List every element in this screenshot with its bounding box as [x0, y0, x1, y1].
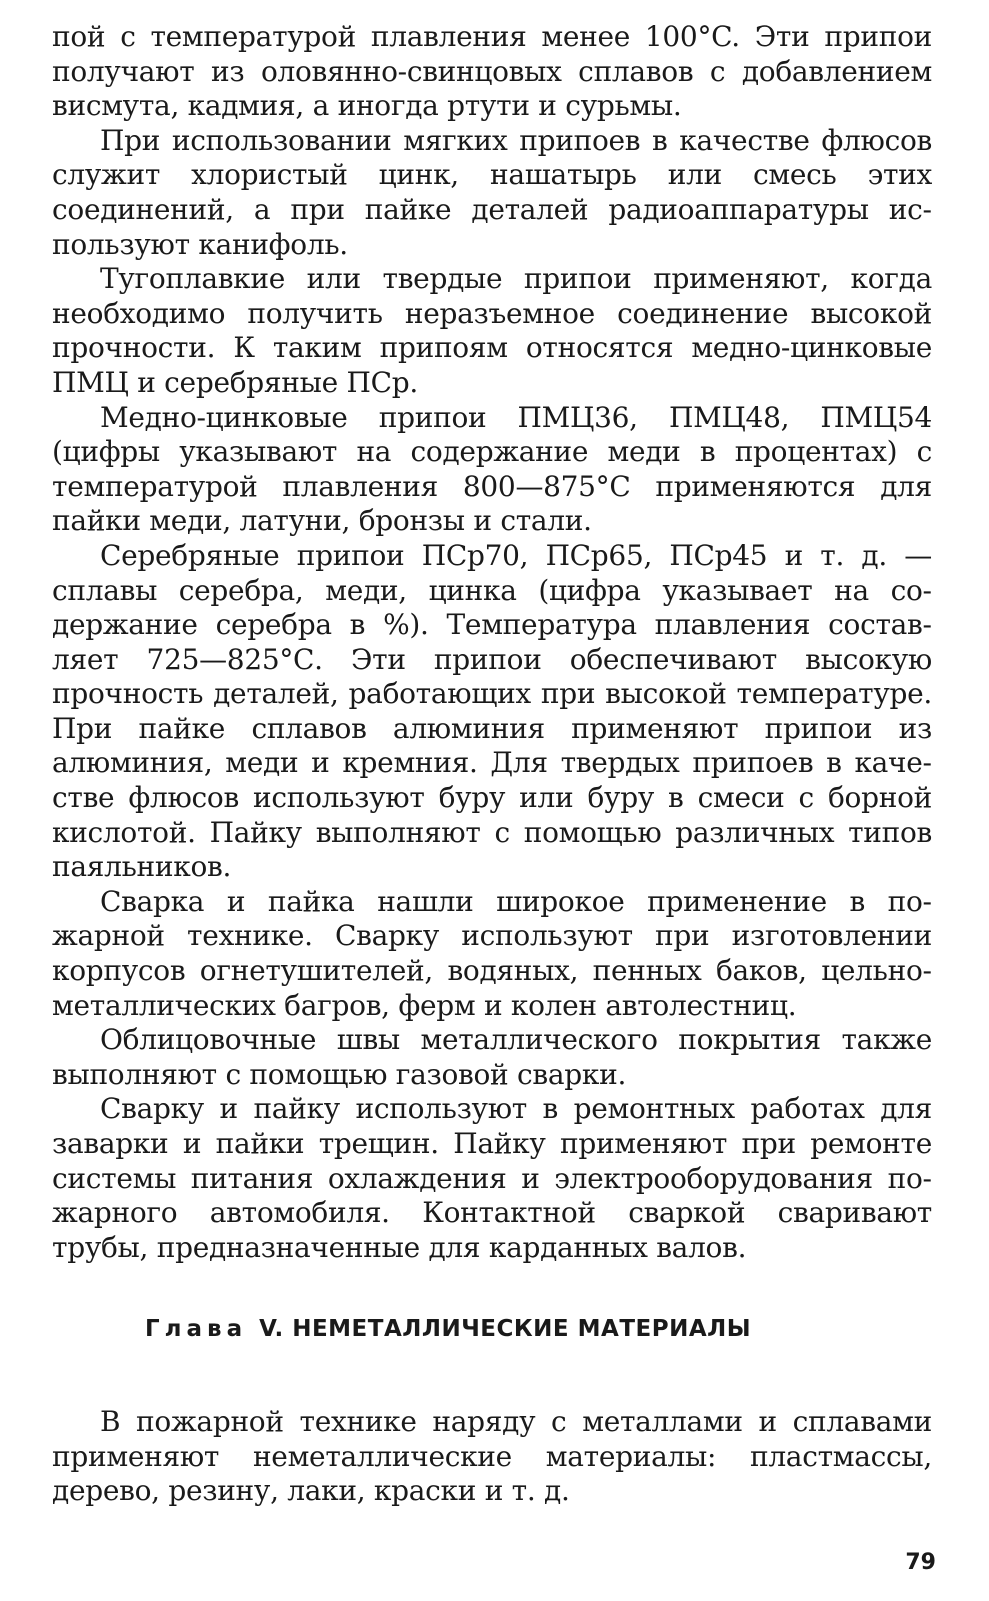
chapter-title: V. НЕМЕТАЛЛИЧЕСКИЕ МАТЕРИАЛЫ	[259, 1316, 752, 1342]
chapter-label: Глава	[145, 1316, 248, 1342]
page-body	[52, 20, 932, 1265]
paragraph-facing-seams: Облицовочные швы металлического покрытия также выполняют с помощью газовой сварки.	[52, 1023, 932, 1091]
paragraph-hard-solders: Тугоплавкие или твердые припои применяют, когда необходимо получить неразъемное соединение высокой прочности. К таким припоям относятся медно-цинковые ПМЦ и серебряные ПСр.	[52, 262, 932, 399]
paragraph-soft-solder-fluxes: При использовании мягких припоев в качестве флюсов служит хлористый цинк, нашатырь или смесь этих соединений, а при пайке деталей радиоаппаратуры используют канифоль.	[52, 123, 932, 261]
paragraph-copper-zinc-solders: Медно-цинковые припои ПМЦ36, ПМЦ48, ПМЦ54 (цифры указывают на содержание меди в процентах) с температурой плавления 800—875°С применяются для пайки меди, латуни, бронзы и стали.	[52, 400, 932, 538]
chapter-body	[52, 1405, 932, 1509]
chapter-heading	[145, 1316, 751, 1342]
paragraph-silver-solders: Серебряные припои ПСр70, ПСр65, ПСр45 и т. д. — сплавы серебра, меди, цинка (цифра указывает на содержание серебра в %). Температура плавления составляет 725—825°С. Эти припои обеспечивают высокую прочность деталей, работающих при высокой температуре. При пайке сплавов алюминия применяют припои из алюминия, меди и кремния. Для твердых припоев в качестве флюсов используют буру или буру в смеси с борной кислотой. Пайку выполняют с помощью различных типов паяльников.	[52, 538, 932, 884]
paragraph-chapter-intro: В пожарной технике наряду с металлами и сплавами применяют неметаллические материалы: пластмассы, дерево, резину, лаки, краски и т. д.	[52, 1405, 932, 1508]
paragraph-welding-applications: Сварка и пайка нашли широкое применение в пожарной технике. Сварку используют при изготовлении корпусов огнетушителей, водяных, пенных баков, цельнометаллических багров, ферм и колен автолестниц.	[52, 884, 932, 1022]
page-number: 79	[905, 1550, 936, 1575]
paragraph-repair-work: Сварку и пайку используют в ремонтных работах для заварки и пайки трещин. Пайку применяют при ремонте системы питания охлаждения и электрооборудования пожарного автомобиля. Контактной сваркой сваривают трубы, предназначенные для карданных валов.	[52, 1092, 932, 1264]
paragraph-continuation: пой с температурой плавления менее 100°C. Эти припои получают из оловянно-свинцовых сплавов с добавлением висмута, кадмия, а иногда ртути и сурьмы.	[52, 20, 932, 123]
